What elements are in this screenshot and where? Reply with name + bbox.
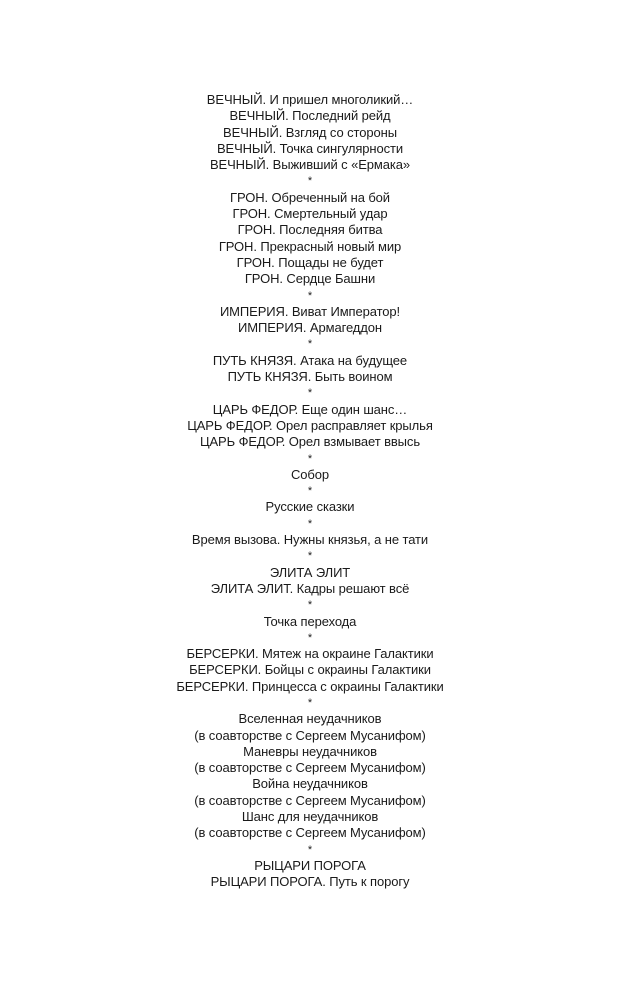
book-title: ИМПЕРИЯ. Виват Император! <box>219 303 401 319</box>
book-title: ПУТЬ КНЯЗЯ. Атака на будущее <box>212 352 408 368</box>
book-title: ГРОН. Обреченный на бой <box>230 189 390 205</box>
book-title: (в соавторстве с Сергеем Мусанифом) <box>194 825 426 841</box>
book-title: БЕРСЕРКИ. Мятеж на окраине Галактики <box>186 646 434 662</box>
book-title: ЦАРЬ ФЕДОР. Орел взмывает ввысь <box>199 434 421 450</box>
asterisk-separator: * <box>307 452 313 465</box>
book-title: Маневры неудачников <box>243 743 377 759</box>
book-title: ГРОН. Смертельный удар <box>232 206 388 222</box>
asterisk-separator: * <box>307 387 313 400</box>
book-title: ГРОН. Сердце Башни <box>244 271 376 287</box>
book-title: Время вызова. Нужны князья, а не тати <box>191 532 429 548</box>
book-list <box>0 92 620 891</box>
book-title: БЕРСЕРКИ. Принцесса с окраины Галактики <box>176 678 444 694</box>
asterisk-separator: * <box>307 289 313 302</box>
asterisk-separator: * <box>307 175 313 188</box>
book-title: РЫЦАРИ ПОРОГА. Путь к порогу <box>210 874 410 890</box>
book-title: ПУТЬ КНЯЗЯ. Быть воином <box>227 369 393 385</box>
book-title: ГРОН. Пощады не будет <box>236 254 384 270</box>
book-title: ВЕЧНЫЙ. Выживший с «Ермака» <box>209 157 411 173</box>
asterisk-separator: * <box>307 631 313 644</box>
book-title: Шанс для неудачников <box>241 809 379 825</box>
book-title: Война неудачников <box>252 776 368 792</box>
asterisk-separator: * <box>307 550 313 563</box>
book-title: ИМПЕРИЯ. Армагеддон <box>238 320 382 336</box>
asterisk-separator: * <box>307 517 313 530</box>
book-title: (в соавторстве с Сергеем Мусанифом) <box>194 792 426 808</box>
book-title: РЫЦАРИ ПОРОГА <box>254 857 366 873</box>
book-title: Собор <box>290 466 330 482</box>
book-title: БЕРСЕРКИ. Бойцы с окраины Галактики <box>189 662 431 678</box>
book-title: Русские сказки <box>265 499 355 515</box>
book-title: ВЕЧНЫЙ. И пришел многоликий… <box>206 92 414 107</box>
book-title: (в соавторстве с Сергеем Мусанифом) <box>194 727 426 743</box>
book-title: ГРОН. Прекрасный новый мир <box>218 238 402 254</box>
asterisk-separator: * <box>307 696 313 709</box>
book-title: ЭЛИТА ЭЛИТ <box>269 564 351 580</box>
book-title: ЭЛИТА ЭЛИТ. Кадры решают всё <box>210 580 410 596</box>
book-title: ВЕЧНЫЙ. Последний рейд <box>229 108 391 124</box>
asterisk-separator: * <box>307 843 313 856</box>
asterisk-separator: * <box>307 485 313 498</box>
book-title: ЦАРЬ ФЕДОР. Орел расправляет крылья <box>187 417 433 433</box>
asterisk-separator: * <box>307 338 313 351</box>
book-title: ГРОН. Последняя битва <box>237 222 383 238</box>
asterisk-separator: * <box>307 599 313 612</box>
book-title: Вселенная неудачников <box>238 711 382 727</box>
book-title: (в соавторстве с Сергеем Мусанифом) <box>194 760 426 776</box>
book-title: Точка перехода <box>263 613 357 629</box>
book-title: ВЕЧНЫЙ. Взгляд со стороны <box>223 124 397 140</box>
book-title: ВЕЧНЫЙ. Точка сингулярности <box>216 140 404 156</box>
book-title: ЦАРЬ ФЕДОР. Еще один шанс… <box>212 401 408 417</box>
